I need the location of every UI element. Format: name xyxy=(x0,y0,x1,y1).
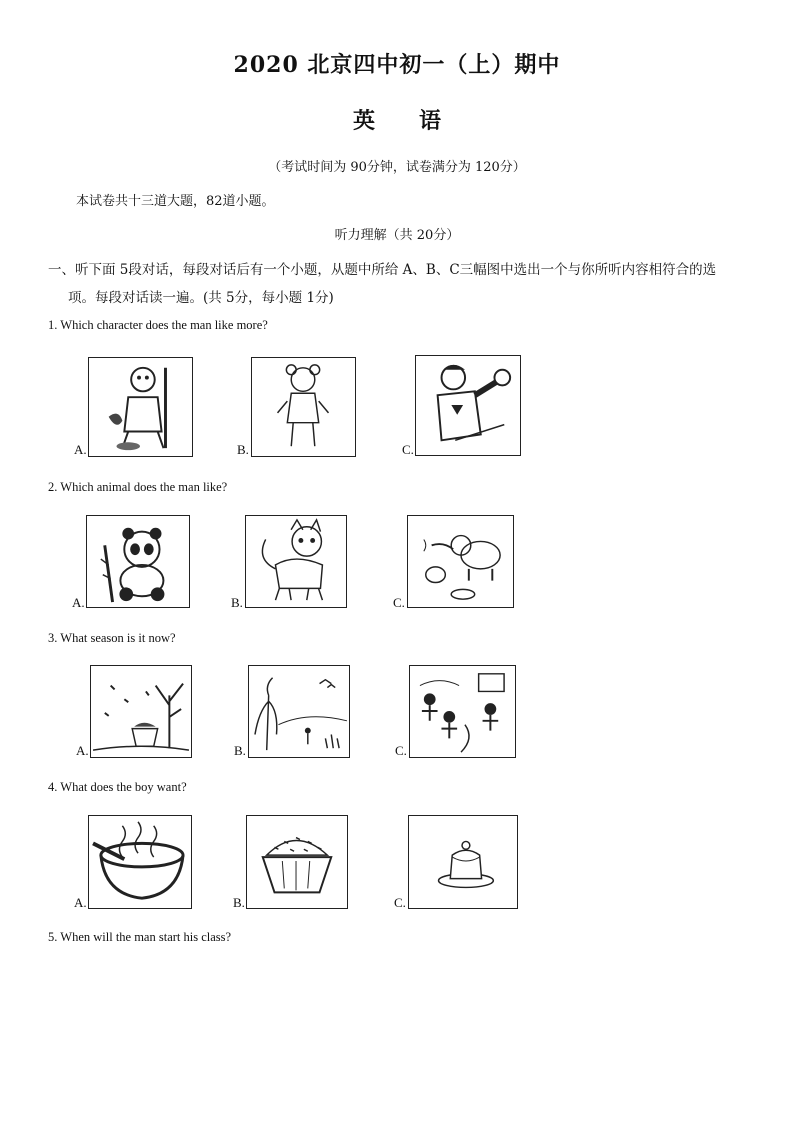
section-title: 听力理解（共 20分） xyxy=(334,228,460,243)
page-title: 2020 北京四中初一（上）期中 xyxy=(233,52,561,78)
q4-option-a-label: A. xyxy=(74,895,87,910)
question-2-text: 2. Which animal does the man like? xyxy=(48,480,228,494)
q4-option-c-label: C. xyxy=(394,895,406,910)
q2-option-a-image[interactable] xyxy=(86,515,190,608)
q2-option-c-image[interactable] xyxy=(407,515,514,608)
instruction-line-1: 一、听下面 5段对话，每段对话后有一个小题，从题中所给 A、B、C三幅图中选出一个与你所听内容相符合的选 xyxy=(48,262,717,278)
exam-intro: 本试卷共十三道大题，82道小题。 xyxy=(76,194,275,209)
elephant-icon xyxy=(408,516,513,607)
q4-option-b-label: B. xyxy=(233,895,245,910)
question-4-text: 4. What does the boy want? xyxy=(48,780,187,794)
cartoon-girl-icon xyxy=(252,358,355,456)
q1-option-a-label: A. xyxy=(74,442,87,457)
spring-scene-icon xyxy=(249,666,349,757)
q4-option-b-image[interactable] xyxy=(246,815,348,909)
q4-option-a-image[interactable] xyxy=(88,815,192,909)
q4-option-c-image[interactable] xyxy=(408,815,518,909)
q1-option-a-image[interactable] xyxy=(88,357,193,457)
q2-option-c-label: C. xyxy=(393,595,405,610)
subject-char-2: 语 xyxy=(419,108,442,134)
question-1-text: 1. Which character does the man like more? xyxy=(48,318,268,332)
superman-icon xyxy=(416,356,520,455)
q3-option-a-label: A. xyxy=(76,743,89,758)
panda-icon xyxy=(87,516,189,607)
cat-icon xyxy=(246,516,346,607)
q2-option-b-image[interactable] xyxy=(245,515,347,608)
question-3-text: 3. What season is it now? xyxy=(48,631,176,645)
q3-option-b-label: B. xyxy=(234,743,246,758)
rice-bowl-icon xyxy=(247,816,347,908)
subject-char-1: 英 xyxy=(352,108,375,134)
question-5-text: 5. When will the man start his class? xyxy=(48,930,232,944)
winter-scene-icon xyxy=(410,666,515,757)
q3-option-b-image[interactable] xyxy=(248,665,350,758)
q1-option-c-image[interactable] xyxy=(415,355,521,456)
soup-bowl-icon xyxy=(89,816,191,908)
q1-option-b-label: B. xyxy=(237,442,249,457)
q1-option-c-label: C. xyxy=(402,442,414,457)
q3-option-c-label: C. xyxy=(395,743,407,758)
q3-option-a-image[interactable] xyxy=(90,665,192,758)
exam-info: （考试时间为 90分钟，试卷满分为 120分） xyxy=(268,160,526,175)
q2-option-b-label: B. xyxy=(231,595,243,610)
q1-option-b-image[interactable] xyxy=(251,357,356,457)
q3-option-c-image[interactable] xyxy=(409,665,516,758)
autumn-scene-icon xyxy=(91,666,191,757)
instruction-line-2: 项。每段对话读一遍。(共 5分，每小题 1分) xyxy=(68,290,334,306)
pudding-icon xyxy=(409,816,517,908)
q2-option-a-label: A. xyxy=(72,595,85,610)
subject-heading xyxy=(0,104,794,135)
monkey-king-icon xyxy=(89,358,192,456)
